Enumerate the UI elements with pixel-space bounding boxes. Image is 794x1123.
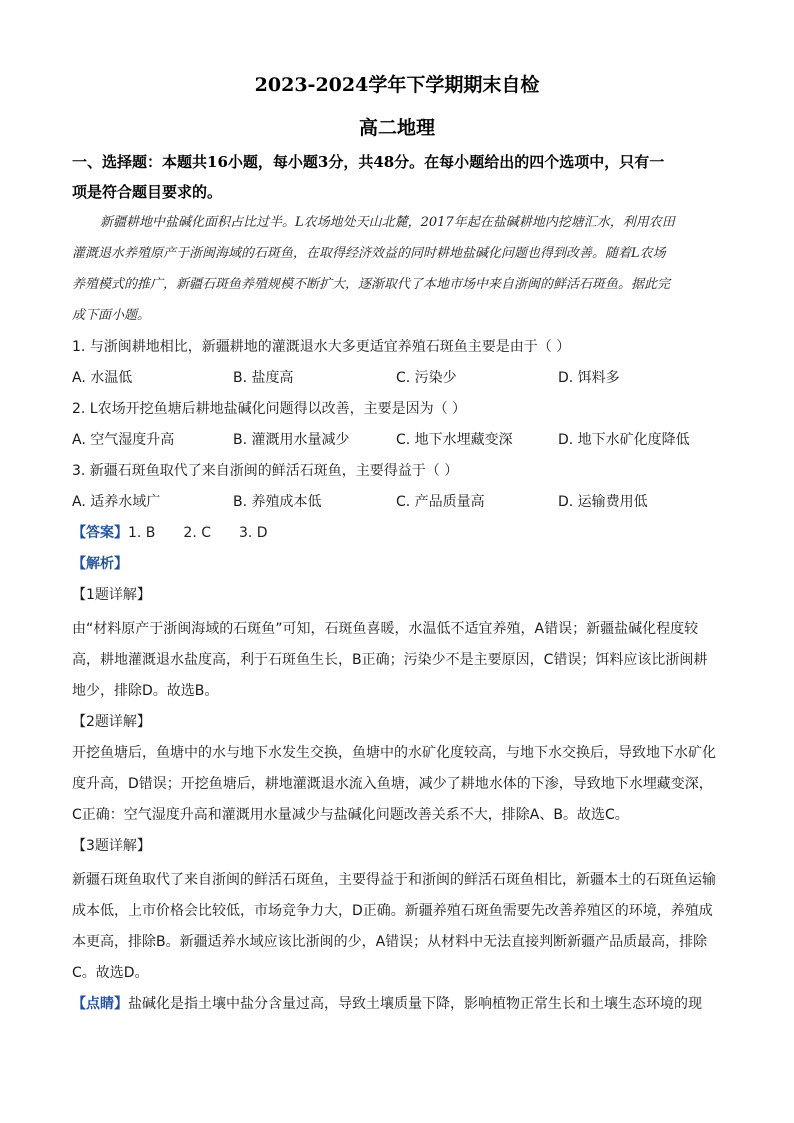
detail-3-line-1: 新疆石斑鱼取代了来自浙闽的鲜活石斑鱼，主要得益于和浙闽的鲜活石斑鱼相比，新疆本土的石斑鱼运输: [72, 872, 716, 888]
detail-2-line-1: 开挖鱼塘后，鱼塘中的水与地下水发生交换，鱼塘中的水矿化度较高，与地下水交换后，导致地下水矿化: [72, 745, 716, 761]
question-3-option-b: B. 养殖成本低: [233, 494, 322, 510]
question-1-option-d: D. 饵料多: [558, 370, 620, 386]
material-line-3: 养殖模式的推广，新疆石斑鱼养殖规模不断扩大，逐渐取代了本地市场中来自浙闽的鲜活石斑鱼。据此完: [72, 277, 671, 292]
detail-3-line-2: 成本低，上市价格会比较低，市场竞争力大，D正确。新疆养殖石斑鱼需要先改善养殖区的环境，养殖成: [72, 903, 713, 919]
material-line-4: 成下面小题。: [72, 308, 151, 323]
question-3-option-a: A. 适养水域广: [72, 494, 161, 510]
detail-1-line-1: 由“材料原产于浙闽海域的石斑鱼”可知，石斑鱼喜暖，水温低不适宜养殖，A错误；新疆盐碱化程度较: [72, 621, 699, 637]
question-2-option-a: A. 空气湿度升高: [72, 432, 175, 448]
answer-label: 【答案】: [72, 525, 128, 541]
detail-3-label: 【3题详解】: [72, 838, 151, 854]
question-2-stem: 2. L农场开挖鱼塘后耕地盐碱化问题得以改善，主要是因为（ ）: [72, 401, 467, 417]
material-line-1: 新疆耕地中盐碱化面积占比过半。L农场地处天山北麓，2017年起在盐碱耕地内挖塘汇水，利用农田: [100, 215, 675, 230]
subject-title: 高二地理: [358, 117, 435, 139]
analysis-label: 【解析】: [72, 556, 128, 572]
question-1-option-a: A. 水温低: [72, 370, 133, 386]
answer-row: [72, 523, 724, 543]
question-3-stem: 3. 新疆石斑鱼取代了来自浙闽的鲜活石斑鱼，主要得益于（ ）: [72, 463, 459, 479]
question-2-option-b: B. 灌溉用水量减少: [233, 432, 350, 448]
remark-text: 盐碱化是指土壤中盐分含量过高，导致土壤质量下降，影响植物正常生长和土壤生态环境的现: [128, 996, 702, 1012]
question-1-option-c: C. 污染少: [396, 370, 457, 386]
detail-2-label: 【2题详解】: [72, 714, 151, 730]
question-2-option-d: D. 地下水矿化度降低: [558, 432, 690, 448]
question-1-stem: 1. 与浙闽耕地相比，新疆耕地的灌溉退水大多更适宜养殖石斑鱼主要是由于（ ）: [72, 339, 571, 355]
answer-values: 1. B 2. C 3. D: [128, 525, 268, 541]
remark-row: [72, 994, 724, 1014]
exam-title: 2023-2024学年下学期期末自检: [254, 74, 540, 96]
question-1-option-b: B. 盐度高: [233, 370, 294, 386]
material-line-2: 灌溉退水养殖原产于浙闽海域的石斑鱼，在取得经济效益的同时耕地盐碱化问题也得到改善。随着L农场: [72, 246, 666, 261]
detail-1-label: 【1题详解】: [72, 587, 151, 603]
detail-1-line-3: 地少，排除D。故选B。: [72, 683, 219, 699]
detail-2-line-2: 度升高，D错误；开挖鱼塘后，耕地灌溉退水流入鱼塘，减少了耕地水体的下渗，导致地下水埋藏变深，: [72, 776, 713, 792]
analysis-row: [72, 554, 724, 574]
detail-2-line-3: C正确：空气湿度升高和灌溉用水量减少与盐碱化问题改善关系不大，排除A、B。故选C。: [72, 807, 629, 823]
question-3-option-c: C. 产品质量高: [396, 494, 485, 510]
detail-3-line-3: 本更高，排除B。新疆适养水域应该比浙闽的少，A错误；从材料中无法直接判断新疆产品质最高，排除: [72, 934, 708, 950]
section-heading-line2: 项是符合题目要求的。: [72, 183, 223, 201]
section-heading-line1: 一、选择题：本题共16小题，每小题3分，共48分。在每小题给出的四个选项中，只有一: [72, 153, 665, 171]
detail-3-line-4: C。故选D。: [72, 965, 149, 981]
remark-label: 【点睛】: [72, 996, 128, 1012]
detail-1-line-2: 高，耕地灌溉退水盐度高，利于石斑鱼生长，B正确；污染少不是主要原因，C错误；饵料应该比浙闽耕: [72, 652, 708, 668]
question-2-option-c: C. 地下水埋藏变深: [396, 432, 513, 448]
question-3-option-d: D. 运输费用低: [558, 494, 648, 510]
